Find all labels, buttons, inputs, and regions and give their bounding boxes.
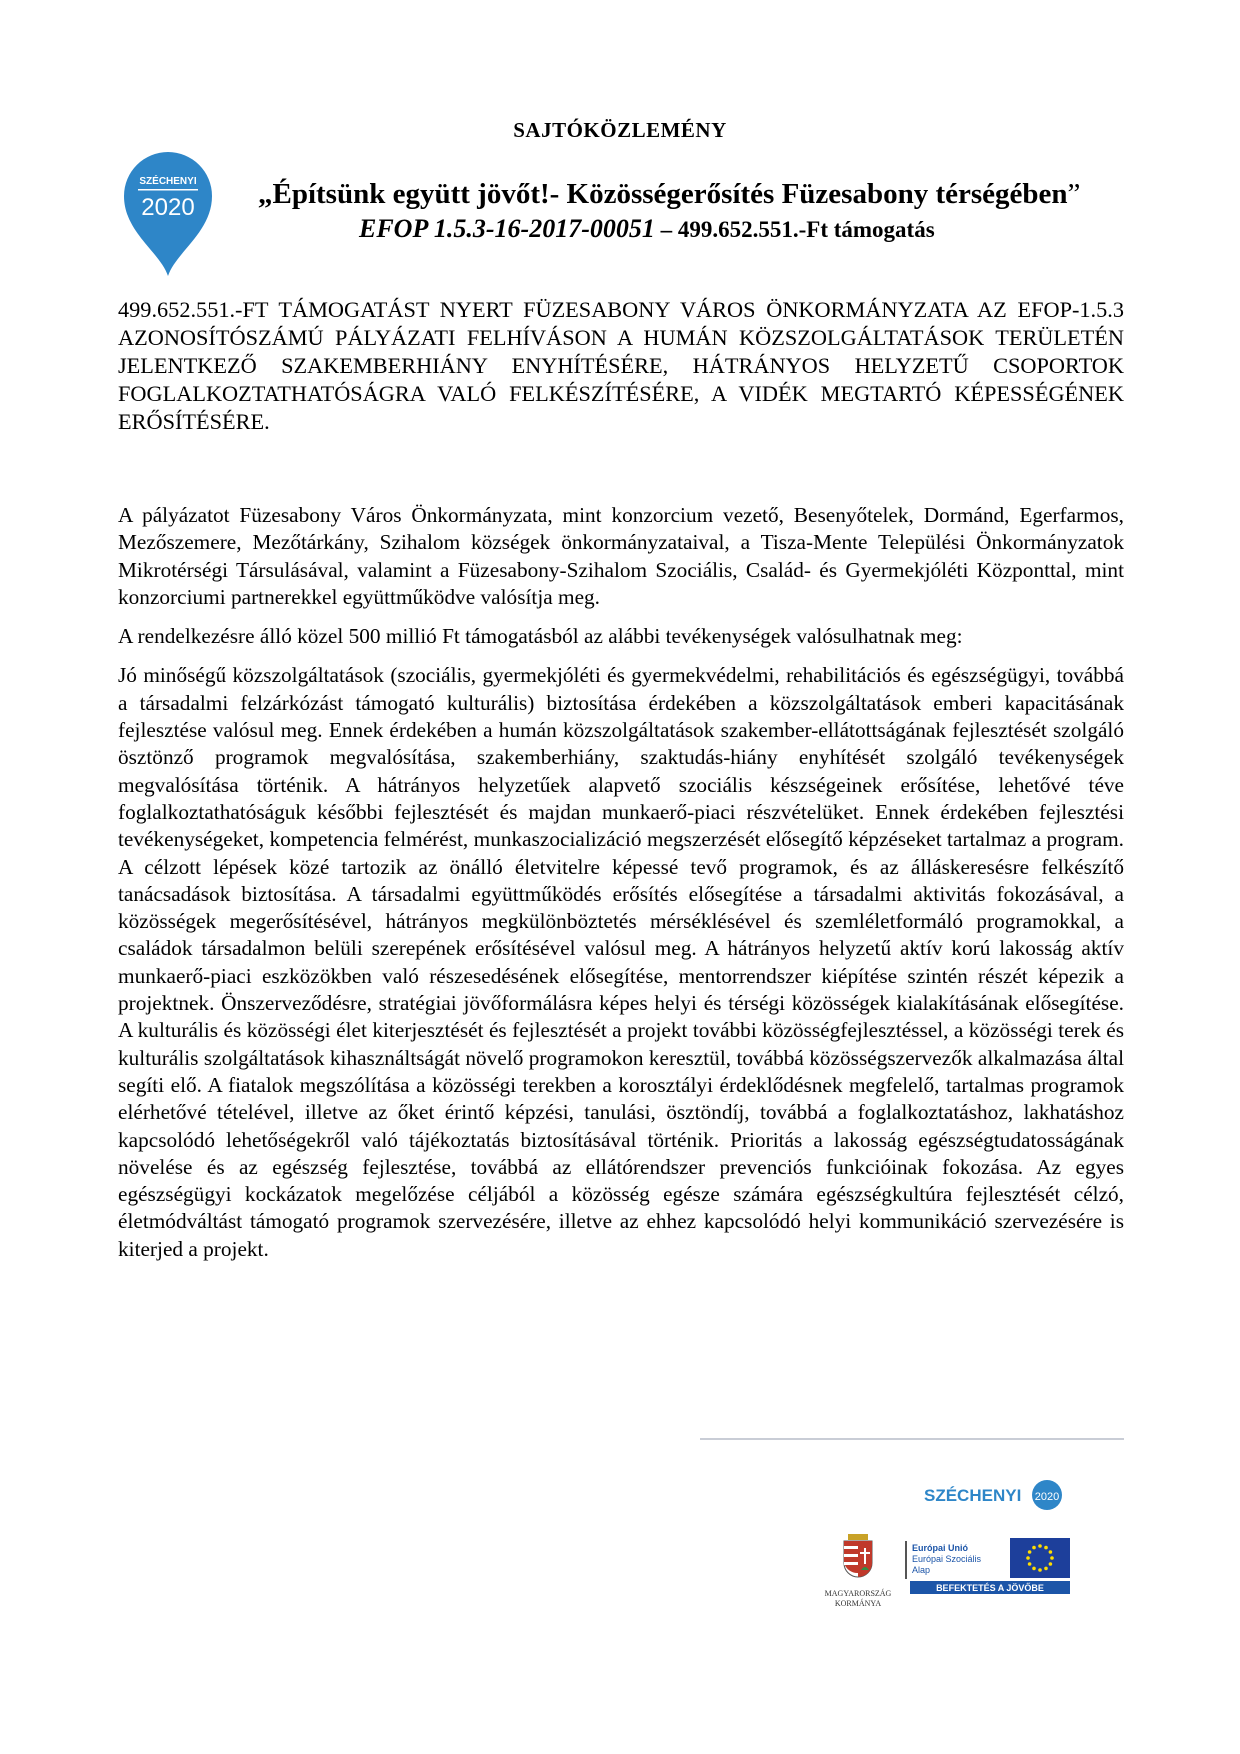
paragraph-funding: A rendelkezésre álló közel 500 millió Ft támogatásból az alábbi tevékenységek valósulhatnak meg: bbox=[118, 624, 963, 649]
body-text bbox=[118, 502, 1124, 1263]
eu-text-line1: Európai Unió bbox=[912, 1543, 968, 1553]
subtitle-quote-end: ” bbox=[1067, 178, 1081, 210]
funding-logo-block bbox=[700, 1438, 1140, 1638]
logo-top-text: SZÉCHENYI bbox=[139, 176, 197, 187]
eu-flag-icon bbox=[1010, 1538, 1070, 1578]
document-header bbox=[0, 0, 1240, 260]
lead-text: 499.652.551.-FT TÁMOGATÁST NYERT FÜZESABONY VÁROS ÖNKORMÁNYZATA AZ EFOP-1.5.3 AZONOSÍTÓSZÁMÚ PÁLYÁZATI FELHÍVÁSON A HUMÁN KÖZSZOLGÁLTATÁSOK TERÜLETÉN JELENTKEZŐ SZAKEMBERHIÁNY ENYHÍTÉSÉRE, HÁTRÁNYOS HELYZETŰ CSOPORTOK FOGLALKOZTATHATÓSÁGRA VALÓ FELKÉSZÍTÉSÉRE, A VIDÉK MEGTARTÓ KÉPESSÉGÉNEK ERŐSÍTÉSÉRE. bbox=[118, 297, 1124, 434]
document-title: SAJTÓKÖZLEMÉNY bbox=[513, 118, 727, 142]
footer-logos bbox=[700, 1438, 1140, 1638]
footer-szechenyi-number: 2020 bbox=[1034, 1491, 1060, 1503]
footer-szechenyi-text: SZÉCHENYI bbox=[924, 1486, 1022, 1505]
gov-text-line2: KORMÁNYA bbox=[834, 1599, 882, 1608]
project-code: EFOP 1.5.3-16-2017-00051 bbox=[359, 214, 655, 243]
eu-text-line3: Alap bbox=[912, 1565, 931, 1575]
project-line bbox=[359, 214, 935, 244]
hungarian-coat-of-arms-icon bbox=[844, 1534, 872, 1577]
szechenyi-2020-pin-logo bbox=[120, 148, 216, 278]
subtitle-main: „Építsünk együtt jövőt!- Közösségerősítés Füzesabony térségében bbox=[258, 178, 1068, 210]
document-subtitle bbox=[258, 178, 1080, 211]
logo-number: 2020 bbox=[141, 194, 195, 221]
eu-text-line2: Európai Szociális bbox=[912, 1554, 982, 1564]
paragraph-consortium: A pályázatot Füzesabony Város Önkormányzata, mint konzorcium vezető, Besenyőtelek, Dormánd, Egerfarmos, Mezőszemere, Mezőtárkány, Szihalom községek önkormányzataival, a Tisza-Mente Települési Önkormányzatok Mikrotérségi Társulásával, valamint a Füzesabony-Szihalom Szociális, Család- és Gyermekjóléti Központtal, mint konzorciumi partnerekkel együttműködve valósítja meg. bbox=[118, 503, 1124, 609]
project-amount: – 499.652.551.-Ft támogatás bbox=[660, 217, 935, 242]
gov-text-line1: MAGYARORSZÁG bbox=[824, 1589, 892, 1598]
szechenyi-2020-circle-icon bbox=[1032, 1480, 1062, 1510]
lead-paragraph bbox=[118, 296, 1124, 436]
paragraph-activities: Jó minőségű közszolgáltatások (szociális, gyermekjóléti és gyermekvédelmi, rehabilitációs és egészségügyi, továbbá a társadalmi felzárkózást támogató kulturális) biztosítása érdekében a közszolgáltatások emberi kapacitásának fejlesztése valósul meg. Ennek érdekében a humán közszolgáltatások szakember-ellátottságának fejlesztését szolgáló ösztönző programok megvalósítása, szakemberhiány, szaktudás-hiány enyhítését szolgáló tevékenységek megvalósítása történik. A hátrányos helyzetűek alapvető szociális készségeinek erősítése, lehetővé téve foglalkoztathatóságuk későbbi fejlesztését és majdan munkaerő-piaci részvételüket. Ennek érdekében fejlesztési tevékenységeket, kompetencia felmérést, munkaszocializáció megszerzését elősegítő képzéseket tartalmaz a program. A célzott lépések közé tartozik az önálló életvitelre képessé tevő programok, és az álláskeresésre felkészítő tanácsadások biztosítása. A társadalmi együttműködés erősítés elősegítése a társadalmi aktivitás fokozásával, a közösségek megerősítésével, hátrányos megkülönböztetés mérséklésével és szemléletformáló programokkal, a családok társadalmon belüli szerepének erősítésével valósul meg. A hátrányos helyzetű aktív korú lakosság aktív munkaerő-piaci eszközökben való részesedésének elősegítése, mentorrendszer kiépítése szintén részét képezik a projektnek. Önszerveződésre, stratégiai jövőformálásra képes helyi és térségi közösségek kialakításának elősegítése. A kulturális és közösségi élet kiterjesztését és fejlesztését a projekt további közösségfejlesztéssel, a közösségi terek és kulturális szolgáltatások kihasználtságát növelő programokon keresztül, továbbá közösségszervezők alkalmazása által segíti elő. A fiatalok megszólítása a közösségi terekben a korosztályi érdeklődésnek megfelelő, tartalmas programok elérhetővé tételével, illetve az őket érintő képzési, tanulási, ösztöndíj, továbbá a foglalkoztatáshoz, lakhatáshoz kapcsolódó lehetőségekről való tájékoztatás biztosításával történik. Prioritás a lakosság egészségtudatosságának növelése és az egészség fejlesztése, továbbá az ellátórendszer prevenciós funkcióinak fokozása. Az egyes egészségügyi kockázatok megelőzése céljából a közösség egésze számára egészségkultúra fejlesztését célzó, életmódváltást támogató programok szervezésére, illetve az ehhez kapcsolódó helyi kommunikáció szervezésére is kiterjed a projekt. bbox=[118, 663, 1124, 1261]
banner-text: BEFEKTETÉS A JÖVŐBE bbox=[936, 1583, 1044, 1593]
